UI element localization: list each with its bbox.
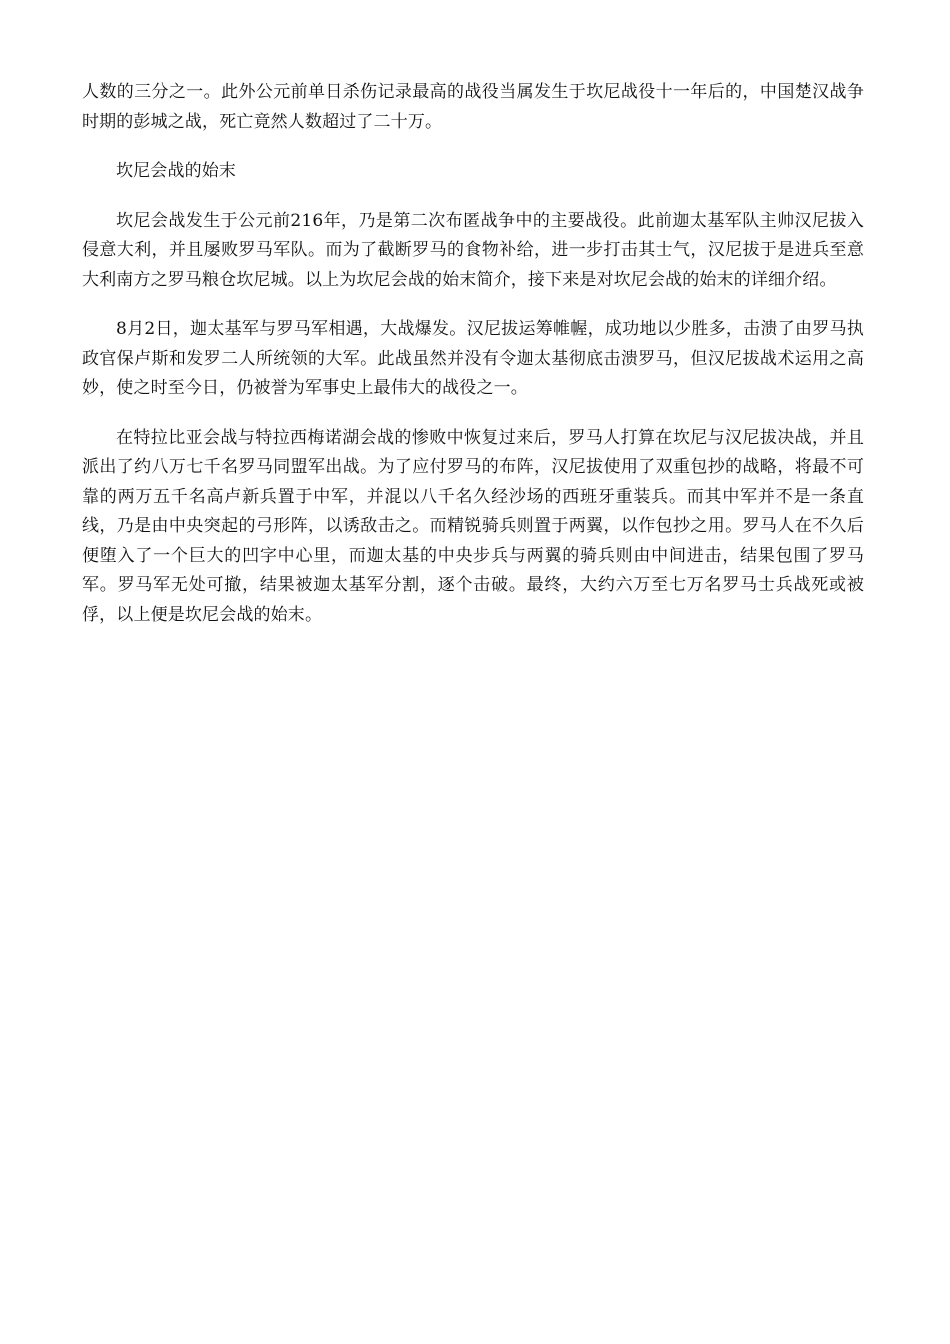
paragraph-intro: 坎尼会战发生于公元前216年，乃是第二次布匿战争中的主要战役。此前迦太基军队主帅汉尼拔入侵意大利，并且屡败罗马军队。而为了截断罗马的食物补给，进一步打击其士气，汉尼拔于是进兵至意大利南方之罗马粮仓坎尼城。以上为坎尼会战的始末简介，接下来是对坎尼会战的始末的详细介绍。 xyxy=(82,210,864,290)
section-heading: 坎尼会战的始末 xyxy=(116,161,237,181)
paragraph-battle: 8月2日，迦太基军与罗马军相遇，大战爆发。汉尼拔运筹帷幄，成功地以少胜多，击溃了由罗马执政官保卢斯和发罗二人所统领的大军。此战虽然并没有令迦太基彻底击溃罗马，但汉尼拔战术运用之高妙，使之时至今日，仍被誉为军事史上最伟大的战役之一。 xyxy=(82,319,864,398)
document-body xyxy=(82,78,864,650)
paragraph-tactics: 在特拉比亚会战与特拉西梅诺湖会战的惨败中恢复过来后，罗马人打算在坎尼与汉尼拔决战，并且派出了约八万七千名罗马同盟军出战。为了应付罗马的布阵，汉尼拔使用了双重包抄的战略，将最不可靠的两万五千名高卢新兵置于中军，并混以八千名久经沙场的西班牙重装兵。而其中军并不是一条直线，乃是由中央突起的弓形阵，以诱敌击之。而精锐骑兵则置于两翼，以作包抄之用。罗马人在不久后便堕入了一个巨大的凹字中心里，而迦太基的中央步兵与两翼的骑兵则由中间进击，结果包围了罗马军。罗马军无处可撤，结果被迦太基军分割，逐个击破。最终，大约六万至七万名罗马士兵战死或被俘，以上便是坎尼会战的始末。 xyxy=(82,427,864,625)
paragraph-continuation: 人数的三分之一。此外公元前单日杀伤记录最高的战役当属发生于坎尼战役十一年后的，中国楚汉战争时期的彭城之战，死亡竟然人数超过了二十万。 xyxy=(82,82,864,132)
